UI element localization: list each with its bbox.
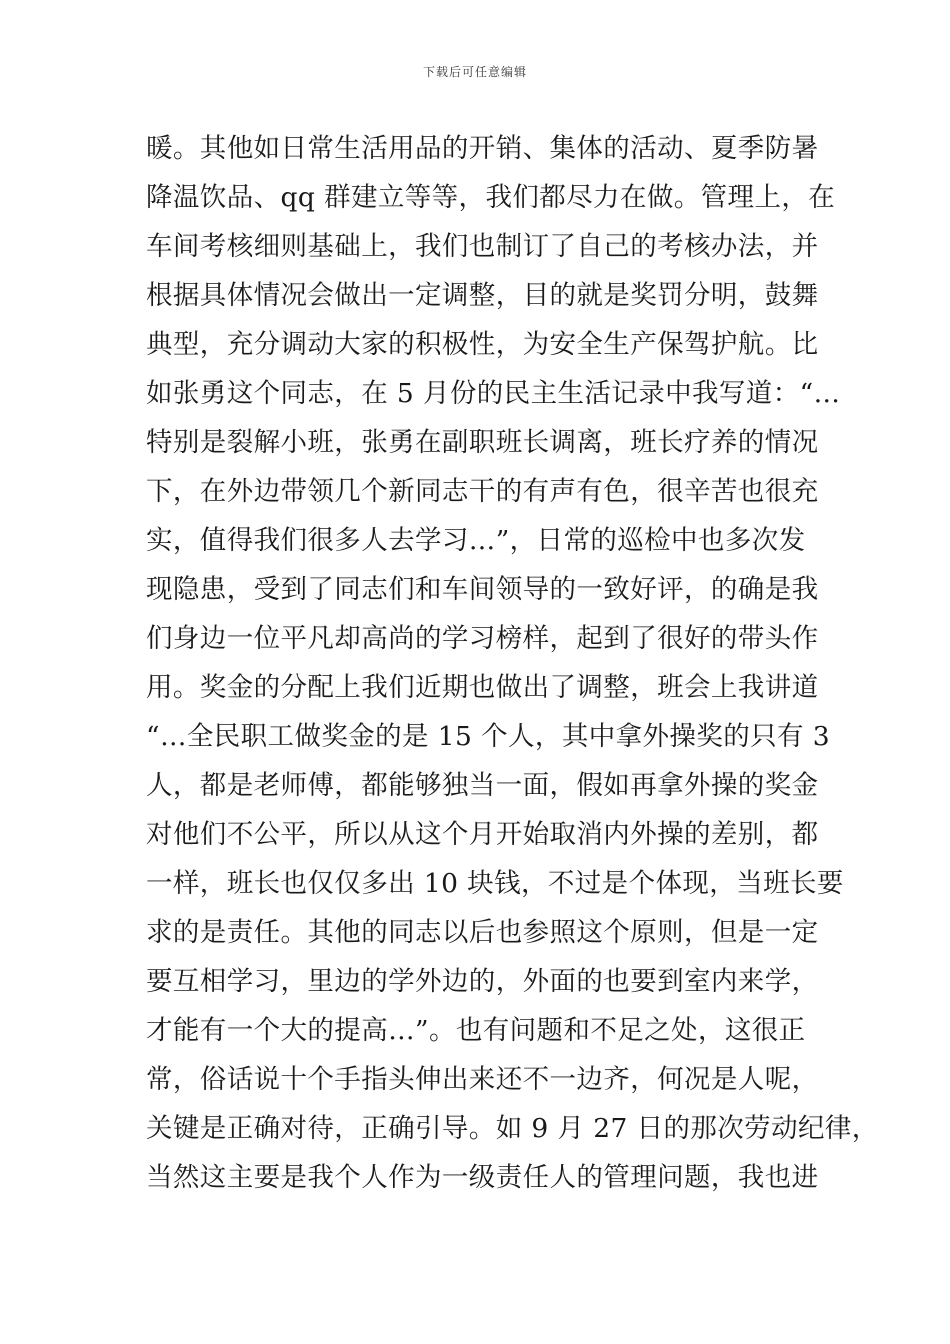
text-line: 们身边一位平凡却高尚的学习榜样，起到了很好的带头作 [146,623,819,654]
text-line: 特别是裂解小班，张勇在副职班长调离，班长疗养的情况 [146,427,819,458]
text-line: 根据具体情况会做出一定调整，目的就是奖罚分明，鼓舞 [146,280,819,311]
text-line: 一样，班长也仅仅多出 10 块钱，不过是个体现，当班长要 [146,868,844,899]
text-line: 降温饮品、qq 群建立等等，我们都尽力在做。管理上，在 [146,182,836,213]
text-line: 要互相学习，里边的学外边的，外面的也要到室内来学， [146,966,819,997]
text-line: 下，在外边带领几个新同志干的有声有色，很辛苦也很充 [146,476,819,507]
text-line: 常，俗话说十个手指头伸出来还不一边齐，何况是人呢， [146,1064,819,1095]
text-line: 人，都是老师傅，都能够独当一面，假如再拿外操的奖金 [146,770,819,801]
text-line: 如张勇这个同志，在 5 月份的民主生活记录中我写道：“… [146,378,841,409]
text-line: 当然这主要是我个人作为一级责任人的管理问题，我也进 [146,1162,819,1193]
text-line: 暖。其他如日常生活用品的开销、集体的活动、夏季防暑 [146,133,819,164]
text-line: 典型，充分调动大家的积极性，为安全生产保驾护航。比 [146,329,819,360]
text-line: 对他们不公平，所以从这个月开始取消内外操的差别，都 [146,819,819,850]
text-line: 现隐患，受到了同志们和车间领导的一致好评，的确是我 [146,574,819,605]
text-line: 用。奖金的分配上我们近期也做出了调整，班会上我讲道 [146,672,819,703]
text-line: 才能有一个大的提高…”。也有问题和不足之处，这很正 [146,1015,806,1046]
text-line: “…全民职工做奖金的是 15 个人，其中拿外操奖的只有 3 [146,721,830,752]
text-line: 车间考核细则基础上，我们也制订了自己的考核办法，并 [146,231,819,262]
text-line: 实，值得我们很多人去学习…”，日常的巡检中也多次发 [146,525,806,556]
text-line: 求的是责任。其他的同志以后也参照这个原则，但是一定 [146,917,819,948]
body-text [146,124,879,1202]
text-line: 关键是正确对待，正确引导。如 9 月 27 日的那次劳动纪律， [146,1113,879,1144]
page-header: 下载后可任意编辑 [422,65,527,79]
